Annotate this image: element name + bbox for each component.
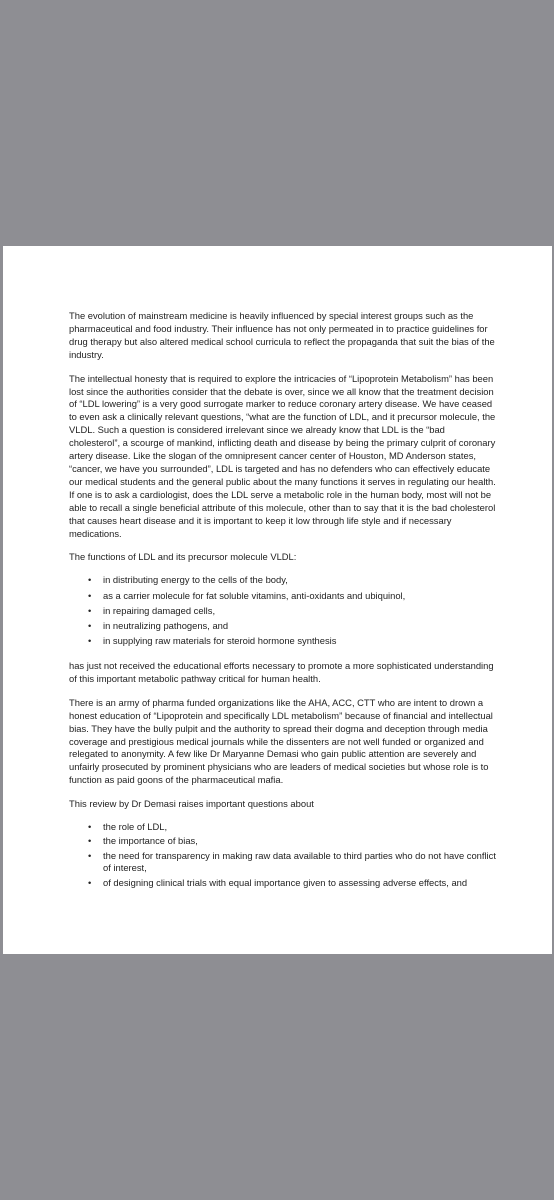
functions-list: [69, 574, 496, 648]
bullet-icon: •: [88, 635, 92, 647]
bullet-icon: •: [88, 589, 92, 601]
list-item-text: in supplying raw materials for steroid hormone synthesis: [103, 635, 337, 647]
list-item-text: in neutralizing pathogens, and: [103, 619, 229, 631]
functions-intro: The functions of LDL and its precursor molecule VLDL:: [69, 551, 297, 563]
list-item-text: of designing clinical trials with equal importance given to assessing adverse effects, and: [103, 876, 468, 888]
list-item-text: in repairing damaged cells,: [103, 604, 216, 616]
review-intro: This review by Dr Demasi raises important questions about: [69, 798, 314, 810]
paragraph-intellectual-honesty: The intellectual honesty that is required to explore the intricacies of “Lipoprotein Metabolism” has been lost since the authorities consider that the debate is over, since we all know that the treatment decision of “LDL lowering” is a very good surrogate marker to reduce coronary artery disease. We have ceased to even ask a clinically relevant questions, “what are the function of LDL, and it precursor molecule, the VLDL. Such a question is considered irrelevant since we already know that LDL is the “bad cholesterol”, a scourge of mankind, inflicting death and disease by being the primary culprit of coronary artery disease. Like the slogan of the omnipresent cancer center of Houston, MD Anderson states, “cancer, we have you surrounded”, LDL is targeted and has no defenders who can effectively educate our medical students and the general public about the many functions it serves in regulating our health. If one is to ask a cardiologist, does the LDL serve a metabolic role in the human body, most will not be able to recall a single beneficial attribute of this molecule, other than to say that it is the bad cholesterol that causes heart disease and it is important to keep it low through life style and if necessary medications.: [69, 372, 496, 539]
paragraph-educational-efforts: has just not received the educational efforts necessary to promote a more sophisticated understanding of this important metabolic pathway critical for human health.: [69, 660, 494, 684]
bullet-icon: •: [88, 574, 92, 586]
list-item-text: the need for transparency in making raw data available to third parties who do not have conflict of interest,: [103, 849, 496, 874]
bullet-icon: •: [88, 821, 92, 833]
list-item: [69, 821, 496, 834]
bullet-icon: •: [88, 849, 92, 861]
list-item: [69, 835, 496, 848]
bullet-icon: •: [88, 604, 92, 616]
list-item: [69, 635, 496, 648]
bullet-icon: •: [88, 876, 92, 888]
list-item: [69, 850, 496, 876]
list-item: [69, 620, 496, 633]
paragraph-pharma-organizations: There is an army of pharma funded organizations like the AHA, ACC, CTT who are intent to drown a honest education of “Lipoprotein and specifically LDL metabolism” because of financial and intellectual bias. They have the bully pulpit and the authority to spread their dogma and deception through media coverage and prestigious medical journals while the dissenters are not well funded or organized and relegated to anonymity. A few like Dr Maryanne Demasi who gain public attention are severely and unfairly prosecuted by prominent physicians who are leaders of medical societies but whose role is to function as paid goons of the pharmaceutical mafia.: [69, 696, 493, 786]
bullet-icon: •: [88, 619, 92, 631]
questions-list: [69, 821, 496, 889]
list-item-text: as a carrier molecule for fat soluble vitamins, anti-oxidants and ubiquinol,: [103, 589, 406, 601]
paragraph-evolution: The evolution of mainstream medicine is heavily influenced by special interest groups such as the pharmaceutical and food industry. Their influence has not only permeated in to practice guidelines for drug therapy but also altered medical school curricula to reflect the propaganda that suit the bias of the industry.: [69, 310, 495, 360]
list-item-text: the importance of bias,: [103, 835, 198, 847]
list-item: [69, 590, 496, 603]
list-item: [69, 877, 496, 890]
list-item: [69, 605, 496, 618]
list-item-text: the role of LDL,: [103, 821, 168, 833]
document-page: [3, 246, 552, 954]
list-item-text: in distributing energy to the cells of the body,: [103, 574, 288, 586]
list-item: [69, 574, 496, 587]
bullet-icon: •: [88, 835, 92, 847]
